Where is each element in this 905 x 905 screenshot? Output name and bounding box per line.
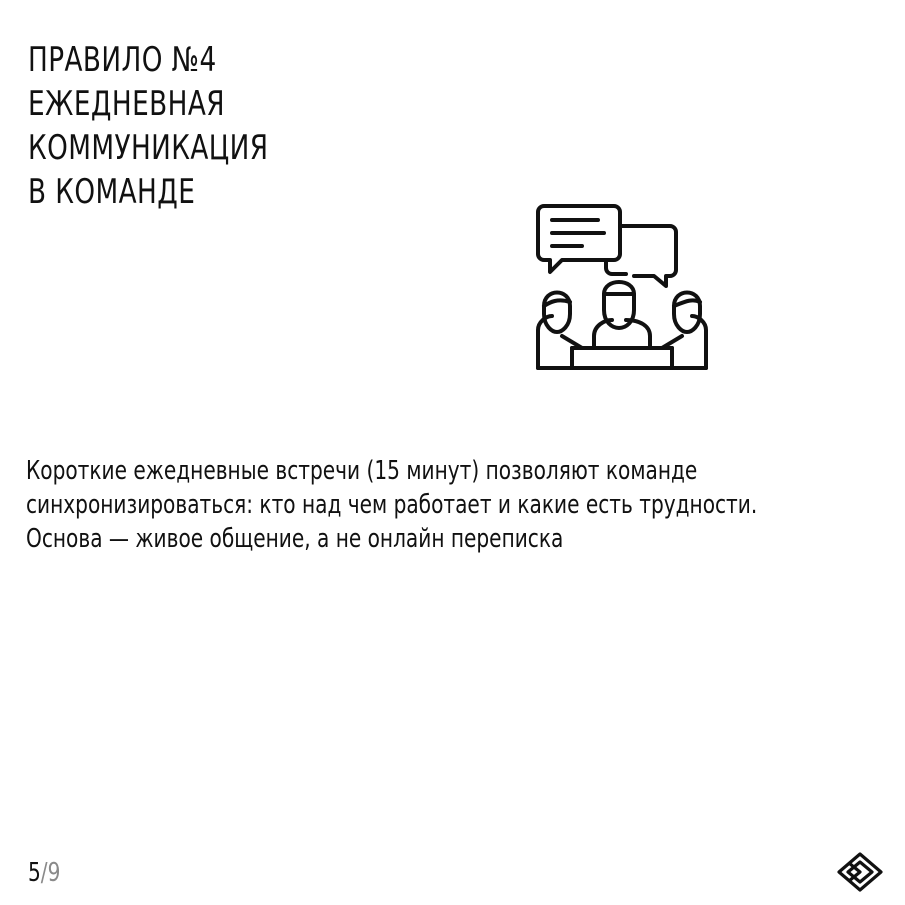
page-title [28, 38, 268, 214]
page-current: 5 [28, 858, 41, 888]
body-line-3: Основа — живое общение, а не онлайн переписка [26, 524, 564, 554]
body-line-2: синхронизироваться: кто над чем работает и какие есть трудности. [26, 490, 758, 520]
body-line-1: Короткие ежедневные встречи (15 минут) позволяют команде [26, 456, 698, 486]
title-line-2: ЕЖЕДНЕВНАЯ [28, 84, 225, 124]
page-total: 9 [47, 858, 61, 888]
title-line-3: КОММУНИКАЦИЯ [28, 128, 269, 168]
body-text [26, 454, 766, 556]
page-separator: / [40, 858, 48, 888]
diamond-logo-icon [836, 852, 884, 892]
title-line-4: В КОМАНДЕ [28, 172, 196, 212]
page-counter [28, 856, 60, 890]
team-meeting-icon [534, 202, 710, 374]
title-line-1: ПРАВИЛО №4 [28, 40, 217, 80]
